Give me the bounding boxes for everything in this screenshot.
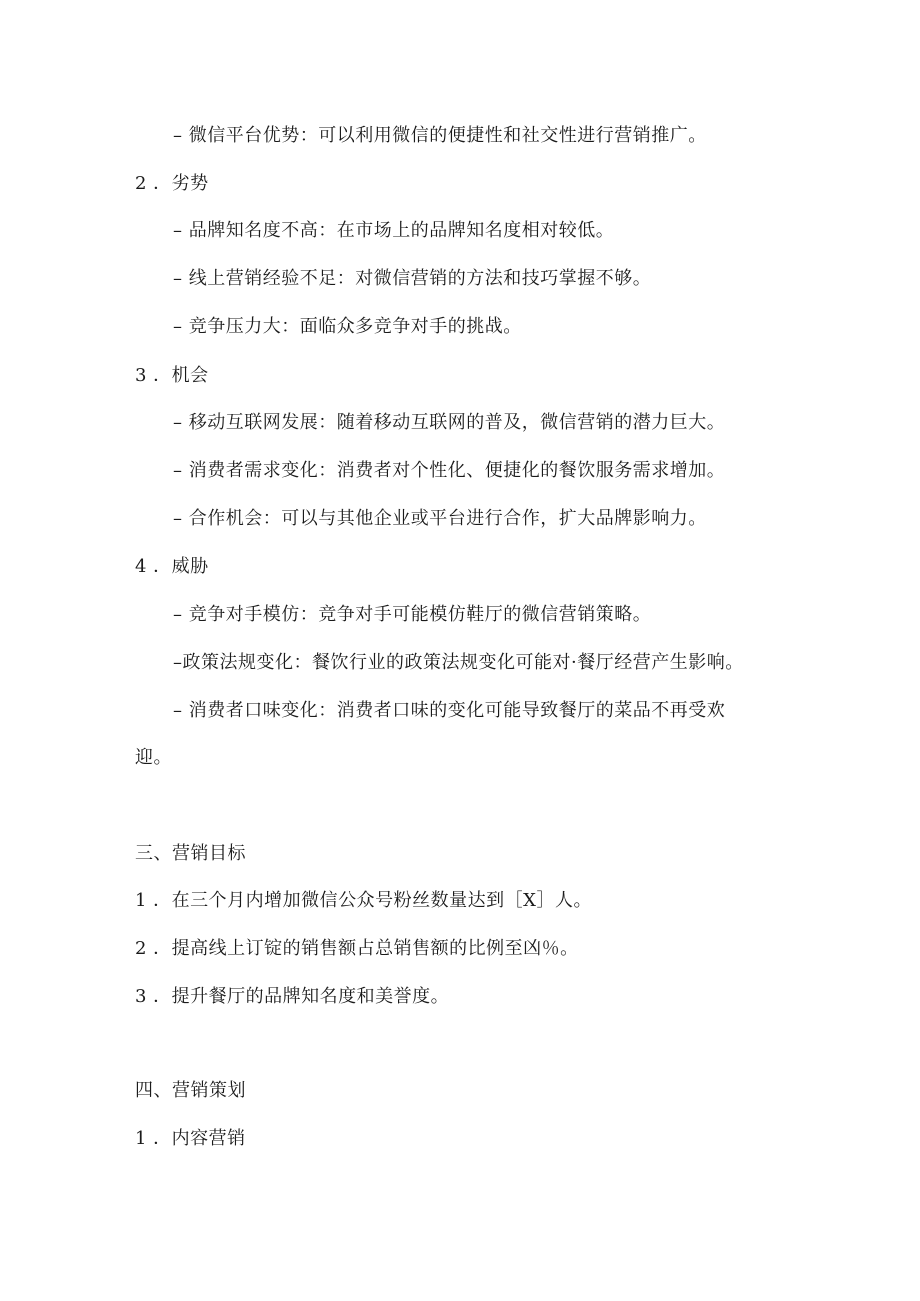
section-heading-goals: 三、营销目标 [135, 843, 246, 864]
goal-item-brand: 3 ．提升餐厅的品牌知名度和美誉度。 [135, 986, 450, 1007]
planning-item-content: 1 ．内容营销 [135, 1128, 246, 1149]
weakness-item-competition: – 竞争压力大：面临众多竞争对手的挑战。 [173, 316, 522, 337]
threat-item-taste: – 消费者口味变化：消费者口味的变化可能导致餐厅的菜品不再受欢 [173, 700, 726, 721]
section-heading-planning: 四、营销策划 [135, 1080, 246, 1101]
strength-item-wechat: – 微信平台优势：可以利用微信的便捷性和社交性进行营销推广。 [173, 125, 707, 146]
opportunity-item-demand: – 消费者需求变化：消费者对个性化、便捷化的餐饮服务需求增加。 [173, 460, 726, 481]
opportunity-item-partner: – 合作机会：可以与其他企业或平台进行合作，扩大品牌影响力。 [173, 508, 707, 529]
goal-item-sales: 2 ．提高线上订锭的销售额占总销售额的比例至凶％。 [135, 938, 579, 959]
opportunity-item-mobile: – 移动互联网发展：随着移动互联网的普及，微信营销的潜力巨大。 [173, 412, 726, 433]
section-heading-opportunities: 3 ．机会 [135, 365, 209, 386]
section-heading-weaknesses: 2 ．劣势 [135, 173, 209, 194]
section-heading-threats: 4 ．威胁 [135, 556, 209, 577]
goal-item-followers: 1 ．在三个月内增加微信公众号粉丝数量达到［X］人。 [135, 890, 592, 911]
threat-item-policy: –政策法规变化：餐饮行业的政策法规变化可能对·餐厅经营产生影响。 [173, 652, 744, 673]
threat-item-taste-continuation: 迎。 [135, 747, 172, 768]
threat-item-imitation: – 竞争对手模仿：竞争对手可能模仿鞋厅的微信营销策略。 [173, 604, 652, 625]
weakness-item-experience: – 线上营销经验不足：对微信营销的方法和技巧掌握不够。 [173, 268, 652, 289]
weakness-item-brand: – 品牌知名度不高：在市场上的品牌知名度相对较低。 [173, 220, 615, 241]
